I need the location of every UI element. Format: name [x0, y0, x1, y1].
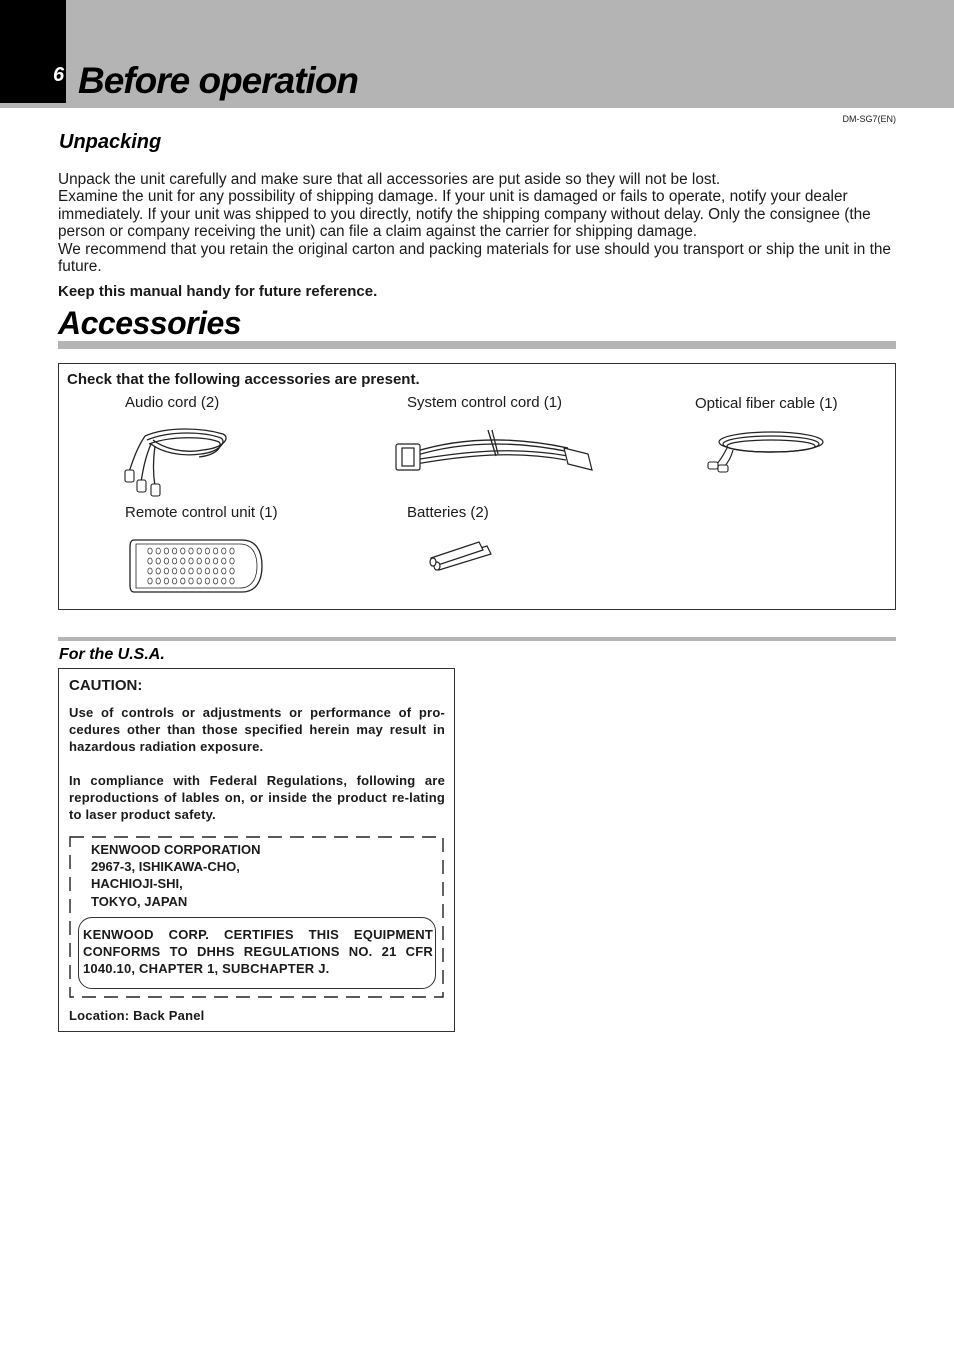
- address-line: 2967-3, ISHIKAWA-CHO,: [91, 859, 240, 875]
- optical-fiber-cable-label: Optical fiber cable (1): [695, 395, 838, 412]
- unpacking-heading: Unpacking: [59, 131, 162, 153]
- usa-divider: [58, 637, 896, 641]
- audio-cord-label: Audio cord (2): [125, 394, 220, 411]
- address-line: TOKYO, JAPAN: [91, 893, 188, 909]
- caution-box: [58, 668, 455, 1032]
- accessories-check-text: Check that the following accessories are present.: [67, 371, 420, 388]
- usa-heading: For the U.S.A.: [59, 646, 165, 663]
- remote-control-label: Remote control unit (1): [125, 504, 278, 521]
- batteries-icon: [427, 540, 497, 576]
- label-location: Location: Back Panel: [69, 1008, 205, 1023]
- unpacking-body: [58, 171, 898, 275]
- accessories-box: [58, 363, 896, 610]
- certification-text: KENWOOD CORP. CERTIFIES THIS EQUIPMENT CONFORMS TO DHHS REGULATIONS NO. 21 CFR 1040.10, CHAPTER 1, SUBCHAPTER J.: [83, 927, 433, 977]
- system-control-cord-label: System control cord (1): [407, 394, 563, 411]
- batteries-label: Batteries (2): [407, 504, 489, 521]
- unpacking-paragraph: We recommend that you retain the original carton and packing materials for use should you transport or ship the unit in the future.: [58, 240, 891, 276]
- accessories-divider: [58, 341, 896, 349]
- document-code: DM-SG7(EN): [842, 114, 896, 124]
- address-line: HACHIOJI-SHI,: [91, 876, 183, 892]
- unpacking-paragraph: Unpack the unit carefully and make sure that all accessories are put aside so they will not be lost.: [58, 171, 721, 188]
- keep-manual-note: Keep this manual handy for future reference.: [58, 283, 378, 300]
- page-number: 6: [53, 64, 65, 86]
- accessories-heading: Accessories: [58, 305, 242, 341]
- unpacking-paragraph: Examine the unit for any possibility of shipping damage. If your unit is damaged or fails to operate, notify your dealer immediately. If your unit was shipped to you directly, notify the shipping company without delay. Only the consignee (the person or company receiving the unit) can file a claim against the carrier for shipping damage.: [58, 188, 871, 241]
- laser-label-reproduction: [69, 836, 444, 998]
- page-title: Before operation: [78, 60, 359, 101]
- audio-cord-icon: [123, 426, 231, 498]
- optical-fiber-cable-icon: [705, 428, 827, 474]
- caution-paragraph: Use of controls or adjustments or performance of pro-cedures other than those specified herein may result in hazardous radiation exposure.: [69, 705, 445, 755]
- certification-box: [78, 917, 436, 989]
- page-number-tab: [0, 0, 66, 103]
- system-control-cord-icon: [392, 426, 597, 478]
- compliance-paragraph: In compliance with Federal Regulations, following are reproductions of lables on, or inside the product re-lating to laser product safety.: [69, 773, 445, 823]
- manufacturer-address: [91, 841, 260, 910]
- caution-title: CAUTION:: [69, 677, 143, 694]
- address-line: KENWOOD CORPORATION: [91, 842, 261, 857]
- remote-control-icon: [128, 537, 264, 595]
